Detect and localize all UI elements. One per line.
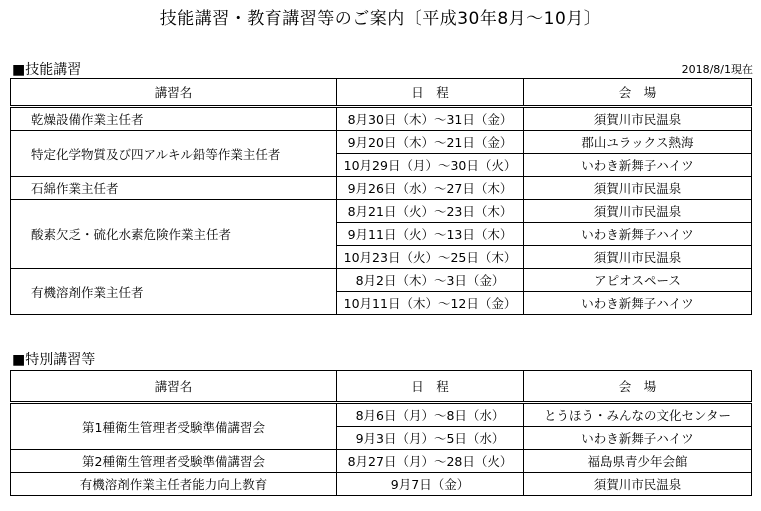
table-header-row (11, 79, 752, 107)
session-venue-cell: 須賀川市民温泉 (524, 246, 752, 269)
course-name-cell: 酸素欠乏・硫化水素危険作業主任者 (11, 200, 337, 269)
table-row (11, 473, 752, 496)
session-date-cell: 9月7日（金） (337, 473, 524, 496)
session-venue-cell: 郡山ユラックス熱海 (524, 131, 752, 154)
session-venue-cell: 須賀川市民温泉 (524, 473, 752, 496)
session-date-cell: 9月26日（水）～27日（木） (337, 177, 524, 200)
header-course-name: 講習名 (11, 371, 337, 403)
header-course-name: 講習名 (11, 79, 337, 107)
session-venue-cell: いわき新舞子ハイツ (524, 292, 752, 315)
session-venue-cell: 須賀川市民温泉 (524, 107, 752, 131)
session-venue-cell: とうほう・みんなの文化センター (524, 403, 752, 427)
session-date-cell: 9月20日（木）～21日（金） (337, 131, 524, 154)
table-header-row (11, 371, 752, 403)
skill-course-table (10, 78, 752, 315)
course-name-cell: 第1種衛生管理者受験準備講習会 (11, 403, 337, 450)
header-schedule: 日 程 (337, 79, 524, 107)
table-row (11, 403, 752, 427)
page-title: 技能講習・教育講習等のご案内〔平成30年8月～10月〕 (159, 9, 602, 29)
header-venue: 会 場 (524, 79, 752, 107)
session-venue-cell: 須賀川市民温泉 (524, 200, 752, 223)
session-date-cell: 10月29日（月）～30日（火） (337, 154, 524, 177)
table-row (11, 269, 752, 292)
course-name-cell: 有機溶剤作業主任者 (11, 269, 337, 315)
course-name-cell: 有機溶剤作業主任者能力向上教育 (11, 473, 337, 496)
session-venue-cell: 須賀川市民温泉 (524, 177, 752, 200)
session-venue-cell: いわき新舞子ハイツ (524, 154, 752, 177)
header-schedule: 日 程 (337, 371, 524, 403)
course-name-cell: 第2種衛生管理者受験準備講習会 (11, 450, 337, 473)
special-course-table (10, 370, 752, 496)
session-date-cell: 10月11日（木）～12日（金） (337, 292, 524, 315)
table-row (11, 177, 752, 200)
section-heading-skill: ■技能講習 (12, 62, 82, 78)
table-row (11, 131, 752, 154)
course-name-cell: 石綿作業主任者 (11, 177, 337, 200)
session-date-cell: 8月2日（木）～3日（金） (337, 269, 524, 292)
header-venue: 会 場 (524, 371, 752, 403)
session-venue-cell: いわき新舞子ハイツ (524, 427, 752, 450)
table-row (11, 450, 752, 473)
course-name-cell: 特定化学物質及び四アルキル鉛等作業主任者 (11, 131, 337, 177)
session-date-cell: 9月11日（火）～13日（木） (337, 223, 524, 246)
table-row (11, 107, 752, 131)
session-venue-cell: いわき新舞子ハイツ (524, 223, 752, 246)
session-date-cell: 10月23日（火）～25日（木） (337, 246, 524, 269)
section-heading-special: ■特別講習等 (12, 352, 96, 368)
session-date-cell: 8月27日（月）～28日（火） (337, 450, 524, 473)
session-date-cell: 8月30日（木）～31日（金） (337, 107, 524, 131)
session-venue-cell: アピオスペース (524, 269, 752, 292)
session-date-cell: 9月3日（月）～5日（水） (337, 427, 524, 450)
session-date-cell: 8月21日（火）～23日（木） (337, 200, 524, 223)
course-name-cell: 乾燥設備作業主任者 (11, 107, 337, 131)
table-row (11, 200, 752, 223)
session-venue-cell: 福島県青少年会館 (524, 450, 752, 473)
as-of-date: 2018/8/1現在 (681, 63, 753, 76)
session-date-cell: 8月6日（月）～8日（水） (337, 403, 524, 427)
